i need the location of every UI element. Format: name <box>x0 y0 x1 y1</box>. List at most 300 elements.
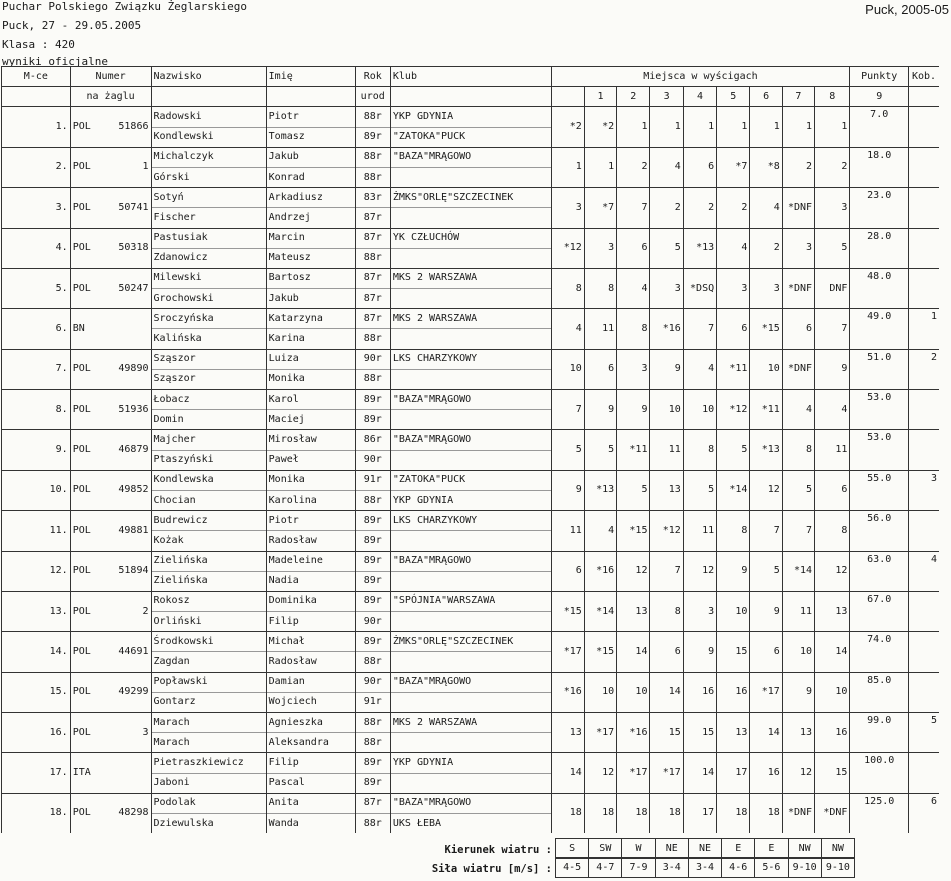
surname-cell: Kondlewska <box>151 470 266 490</box>
name-cell: Michał <box>266 632 355 652</box>
race-result-cell: *16 <box>617 713 650 753</box>
race-result-cell: *17 <box>584 713 616 753</box>
race-result-cell: 4 <box>551 309 584 349</box>
surname-cell: Marach <box>151 713 266 733</box>
race-result-cell: 11 <box>683 511 716 551</box>
race-result-cell: 6 <box>717 309 750 349</box>
surname-cell: Milewski <box>151 268 266 288</box>
wind-direction-cell: NE <box>655 839 688 859</box>
race-result-cell: *14 <box>782 551 814 591</box>
race-number-header: 5 <box>717 87 750 107</box>
race-result-cell: 6 <box>617 228 650 268</box>
race-result-cell: 12 <box>782 753 814 793</box>
race-result-cell: 14 <box>551 753 584 793</box>
surname-cell: Zdanowicz <box>151 248 266 268</box>
place-cell: 14. <box>2 632 71 672</box>
surname-cell: Zielińska <box>151 571 266 591</box>
race-result-cell: 11 <box>584 309 616 349</box>
country-cell: POL <box>70 672 100 712</box>
race-number-header: 2 <box>617 87 650 107</box>
surname-cell: Gontarz <box>151 692 266 712</box>
race-result-cell: 5 <box>683 470 716 510</box>
results-status: wyniki oficjalne <box>2 55 108 68</box>
race-result-cell: 11 <box>551 511 584 551</box>
kob-cell <box>909 430 940 470</box>
club-cell <box>390 329 551 349</box>
kob-cell: 3 <box>909 470 940 510</box>
race-result-cell: *11 <box>617 430 650 470</box>
race-result-cell: 13 <box>782 713 814 753</box>
name-cell: Piotr <box>266 107 355 127</box>
points-cell: 23.0 <box>850 188 909 228</box>
surname-cell: Podolak <box>151 793 266 813</box>
name-cell: Radosław <box>266 531 355 551</box>
place-cell: 7. <box>2 349 71 389</box>
race-result-cell: 1 <box>551 147 584 187</box>
race-result-cell: 16 <box>750 753 782 793</box>
race-result-cell: 1 <box>584 147 616 187</box>
club-cell: "SPÓJNIA"WARSZAWA <box>390 591 551 611</box>
club-cell <box>390 733 551 753</box>
club-cell: ŻMKS"ORLĘ"SZCZECINEK <box>390 188 551 208</box>
name-cell: Andrzej <box>266 208 355 228</box>
race-result-cell: *16 <box>650 309 683 349</box>
race-result-cell: 5 <box>551 430 584 470</box>
year-cell: 88r <box>355 167 390 187</box>
boat-class: Klasa : 420 <box>2 38 75 51</box>
race-result-cell: 13 <box>617 591 650 631</box>
sail-number-cell: 50247 <box>100 268 151 308</box>
club-cell <box>390 773 551 793</box>
race-result-cell: 14 <box>683 753 716 793</box>
race-result-cell: 12 <box>617 551 650 591</box>
race-result-cell: 7 <box>782 511 814 551</box>
race-result-cell: *7 <box>584 188 616 228</box>
race-result-cell: 1 <box>782 107 814 147</box>
race-result-cell: *16 <box>584 551 616 591</box>
race-result-cell: *11 <box>717 349 750 389</box>
place-cell: 5. <box>2 268 71 308</box>
points-cell: 67.0 <box>850 591 909 631</box>
wind-speed-cell: 7-9 <box>622 858 655 878</box>
country-cell: POL <box>70 713 100 753</box>
club-cell <box>390 450 551 470</box>
race-result-cell: 13 <box>815 591 850 631</box>
table-row <box>2 228 940 248</box>
race-result-cell: 15 <box>683 713 716 753</box>
table-row <box>2 793 940 813</box>
race-result-cell: 7 <box>750 511 782 551</box>
surname-cell: Sząszor <box>151 349 266 369</box>
sail-number-cell: 49890 <box>100 349 151 389</box>
race-result-cell: 11 <box>782 591 814 631</box>
country-cell: BN <box>70 309 100 349</box>
year-cell: 88r <box>355 369 390 389</box>
print-date: Puck, 2005-05 <box>865 2 949 17</box>
race-result-cell: *13 <box>584 470 616 510</box>
col-races: Miejsca w wyścigach <box>551 67 850 87</box>
surname-cell: Kalińska <box>151 329 266 349</box>
race-result-cell: 7 <box>617 188 650 228</box>
kob-cell <box>909 672 940 712</box>
name-cell: Damian <box>266 672 355 692</box>
race-result-cell: 13 <box>717 713 750 753</box>
points-cell: 74.0 <box>850 632 909 672</box>
year-cell: 87r <box>355 309 390 329</box>
name-cell: Dominika <box>266 591 355 611</box>
table-row <box>2 309 940 329</box>
race-number-header: 1 <box>584 87 616 107</box>
points-cell: 63.0 <box>850 551 909 591</box>
wind-direction-cell: W <box>622 839 655 859</box>
race-result-cell: 7 <box>650 551 683 591</box>
kob-cell <box>909 188 940 228</box>
kob-cell <box>909 591 940 631</box>
points-cell: 51.0 <box>850 349 909 389</box>
year-cell: 86r <box>355 430 390 450</box>
wind-speed-label: Siła wiatru [m/s] : <box>431 863 552 875</box>
country-cell: POL <box>70 793 100 833</box>
surname-cell: Ptaszyński <box>151 450 266 470</box>
race-result-cell: 18 <box>650 793 683 833</box>
surname-cell: Jaboni <box>151 773 266 793</box>
sail-number-cell: 44691 <box>100 632 151 672</box>
race-result-cell: 9 <box>650 349 683 389</box>
points-cell: 49.0 <box>850 309 909 349</box>
country-cell: POL <box>70 591 100 631</box>
sail-number-cell <box>100 753 151 793</box>
country-cell: POL <box>70 349 100 389</box>
col-sail-number-2: na żaglu <box>70 87 151 107</box>
sail-number-cell: 50318 <box>100 228 151 268</box>
points-cell: 100.0 <box>850 753 909 793</box>
race-result-cell: 18 <box>617 793 650 833</box>
place-cell: 2. <box>2 147 71 187</box>
race-result-cell: 9 <box>750 591 782 631</box>
race-result-cell: 3 <box>782 228 814 268</box>
col-year: Rok <box>355 67 390 87</box>
race-result-cell: 5 <box>650 228 683 268</box>
points-cell: 18.0 <box>850 147 909 187</box>
race-result-cell: 2 <box>750 228 782 268</box>
col-year-2: urod <box>355 87 390 107</box>
club-cell: YKP GDYNIA <box>390 490 551 510</box>
name-cell: Karol <box>266 390 355 410</box>
table-row <box>2 672 940 692</box>
place-cell: 12. <box>2 551 71 591</box>
col-name: Imię <box>266 67 355 87</box>
country-cell: POL <box>70 390 100 430</box>
race-result-cell: 1 <box>617 107 650 147</box>
kob-cell: 4 <box>909 551 940 591</box>
race-result-cell: 3 <box>551 188 584 228</box>
race-result-cell: *11 <box>750 390 782 430</box>
race-result-cell: 6 <box>683 147 716 187</box>
kob-cell <box>909 753 940 793</box>
race-result-cell: 15 <box>650 713 683 753</box>
place-cell: 10. <box>2 470 71 510</box>
place-cell: 13. <box>2 591 71 631</box>
race-result-cell: *8 <box>750 147 782 187</box>
surname-cell: Zagdan <box>151 652 266 672</box>
wind-speed-cell: 9-10 <box>821 858 854 878</box>
table-row <box>2 107 940 127</box>
year-cell: 88r <box>355 713 390 733</box>
race-result-cell: 10 <box>617 672 650 712</box>
kob-cell <box>909 147 940 187</box>
club-cell <box>390 571 551 591</box>
race-result-cell: 6 <box>750 632 782 672</box>
club-cell: MKS 2 WARSZAWA <box>390 268 551 288</box>
race-result-cell: 10 <box>584 672 616 712</box>
race-result-cell: 1 <box>815 107 850 147</box>
race-result-cell: 12 <box>750 470 782 510</box>
place-cell: 3. <box>2 188 71 228</box>
race-result-cell: 5 <box>717 430 750 470</box>
club-cell: "BAZA"MRĄGOWO <box>390 551 551 571</box>
race-result-cell: 4 <box>815 390 850 430</box>
race-result-cell: 1 <box>717 107 750 147</box>
race-result-cell: 17 <box>717 753 750 793</box>
club-cell: YK CZŁUCHÓW <box>390 228 551 248</box>
race-result-cell: 5 <box>617 470 650 510</box>
surname-cell: Fischer <box>151 208 266 228</box>
kob-cell <box>909 511 940 551</box>
points-cell: 53.0 <box>850 430 909 470</box>
points-cell: 85.0 <box>850 672 909 712</box>
year-cell: 88r <box>355 652 390 672</box>
col-kob: Kob. <box>909 67 940 87</box>
year-cell: 88r <box>355 107 390 127</box>
race-number-header: 8 <box>815 87 850 107</box>
table-row <box>2 551 940 571</box>
race-result-cell: *15 <box>584 632 616 672</box>
race-result-cell: *13 <box>750 430 782 470</box>
table-row <box>2 430 940 450</box>
race-result-cell: 6 <box>584 349 616 389</box>
table-row <box>2 713 940 733</box>
surname-cell: Grochowski <box>151 289 266 309</box>
race-result-cell: 18 <box>750 793 782 833</box>
race-result-cell: 9 <box>717 551 750 591</box>
club-cell: MKS 2 WARSZAWA <box>390 309 551 329</box>
race-result-cell: *2 <box>551 107 584 147</box>
surname-cell: Zielińska <box>151 551 266 571</box>
race-result-cell: 17 <box>683 793 716 833</box>
surname-cell: Majcher <box>151 430 266 450</box>
race-result-cell: *15 <box>750 309 782 349</box>
name-cell: Bartosz <box>266 268 355 288</box>
table-row <box>2 188 940 208</box>
race-result-cell: *7 <box>717 147 750 187</box>
name-cell: Monika <box>266 470 355 490</box>
sail-number-cell: 3 <box>100 713 151 753</box>
race-result-cell: 18 <box>551 793 584 833</box>
race-result-cell: 8 <box>815 511 850 551</box>
race-number-header: 7 <box>782 87 814 107</box>
country-cell: POL <box>70 107 100 147</box>
club-cell <box>390 410 551 430</box>
wind-direction-cell: E <box>722 839 755 859</box>
sail-number-cell: 46879 <box>100 430 151 470</box>
surname-cell: Górski <box>151 167 266 187</box>
race-result-cell: 5 <box>584 430 616 470</box>
year-cell: 89r <box>355 511 390 531</box>
race-result-cell: 4 <box>617 268 650 308</box>
wind-speed-cell: 4-6 <box>722 858 755 878</box>
place-cell: 16. <box>2 713 71 753</box>
name-cell: Filip <box>266 753 355 773</box>
race-result-cell: 10 <box>782 632 814 672</box>
club-cell <box>390 612 551 632</box>
race-result-cell: *DNF <box>782 268 814 308</box>
year-cell: 88r <box>355 147 390 167</box>
wind-direction-cell: S <box>556 839 589 859</box>
race-result-cell: *DSQ <box>683 268 716 308</box>
year-cell: 90r <box>355 450 390 470</box>
place-cell: 8. <box>2 390 71 430</box>
surname-cell: Kondlewski <box>151 127 266 147</box>
race-number-header: 6 <box>750 87 782 107</box>
race-result-cell: 3 <box>650 268 683 308</box>
race-number-header: 4 <box>683 87 716 107</box>
race-result-cell: 10 <box>683 390 716 430</box>
race-result-cell: 16 <box>683 672 716 712</box>
col-club: Klub <box>390 67 551 87</box>
race-result-cell: 10 <box>750 349 782 389</box>
wind-speed-cell: 3-4 <box>655 858 688 878</box>
name-cell: Katarzyna <box>266 309 355 329</box>
race-result-cell: 6 <box>650 632 683 672</box>
race-result-cell: *15 <box>551 591 584 631</box>
club-cell: "ZATOKA"PUCK <box>390 127 551 147</box>
race-result-cell: *17 <box>650 753 683 793</box>
race-result-cell: 11 <box>815 430 850 470</box>
club-cell <box>390 652 551 672</box>
sail-number-cell: 51936 <box>100 390 151 430</box>
surname-cell: Radowski <box>151 107 266 127</box>
year-cell: 88r <box>355 329 390 349</box>
club-cell <box>390 167 551 187</box>
race-result-cell: 13 <box>650 470 683 510</box>
race-result-cell: 10 <box>551 349 584 389</box>
year-cell: 88r <box>355 490 390 510</box>
col-place: M-ce <box>2 67 71 87</box>
race-result-cell: 8 <box>551 268 584 308</box>
kob-cell <box>909 228 940 268</box>
race-result-cell: 4 <box>782 390 814 430</box>
place-cell: 15. <box>2 672 71 712</box>
race-result-cell: *12 <box>650 511 683 551</box>
name-cell: Konrad <box>266 167 355 187</box>
name-cell: Jakub <box>266 147 355 167</box>
sail-number-cell: 49852 <box>100 470 151 510</box>
race-result-cell: 10 <box>717 591 750 631</box>
points-cell: 48.0 <box>850 268 909 308</box>
race-result-cell: *17 <box>617 753 650 793</box>
race-result-cell: 2 <box>683 188 716 228</box>
country-cell: POL <box>70 470 100 510</box>
kob-cell <box>909 107 940 147</box>
race-result-cell: 1 <box>650 107 683 147</box>
race-result-cell: 8 <box>584 268 616 308</box>
surname-cell: Kożak <box>151 531 266 551</box>
race-result-cell: 15 <box>815 753 850 793</box>
points-cell: 7.0 <box>850 107 909 147</box>
race-result-cell: DNF <box>815 268 850 308</box>
name-cell: Monika <box>266 369 355 389</box>
race-result-cell: 14 <box>617 632 650 672</box>
wind-direction-cell: E <box>755 839 788 859</box>
sail-number-cell: 48298 <box>100 793 151 833</box>
surname-cell: Łobacz <box>151 390 266 410</box>
event-title: Puchar Polskiego Związku Żeglarskiego <box>2 0 248 13</box>
sail-number-cell: 2 <box>100 591 151 631</box>
race-result-cell: *14 <box>584 591 616 631</box>
name-cell: Filip <box>266 612 355 632</box>
year-cell: 88r <box>355 248 390 268</box>
name-cell: Wojciech <box>266 692 355 712</box>
year-cell: 87r <box>355 208 390 228</box>
name-cell: Agnieszka <box>266 713 355 733</box>
race-result-cell: 6 <box>551 551 584 591</box>
table-row <box>2 470 940 490</box>
club-cell: "BAZA"MRĄGOWO <box>390 390 551 410</box>
name-cell: Arkadiusz <box>266 188 355 208</box>
wind-direction-cell: NE <box>688 839 721 859</box>
name-cell: Maciej <box>266 410 355 430</box>
year-cell: 88r <box>355 733 390 753</box>
race-result-cell: 4 <box>717 228 750 268</box>
points-cell: 28.0 <box>850 228 909 268</box>
year-cell: 83r <box>355 188 390 208</box>
year-cell: 88r <box>355 813 390 833</box>
race-result-cell: 18 <box>717 793 750 833</box>
race-result-cell: 3 <box>617 349 650 389</box>
place-cell: 9. <box>2 430 71 470</box>
kob-cell <box>909 632 940 672</box>
place-cell: 18. <box>2 793 71 833</box>
country-cell: POL <box>70 632 100 672</box>
race-result-cell: 14 <box>815 632 850 672</box>
table-row <box>2 349 940 369</box>
country-cell: POL <box>70 511 100 551</box>
race-result-cell: 15 <box>717 632 750 672</box>
wind-speed-cell: 4-7 <box>589 858 622 878</box>
race-result-cell: 6 <box>815 470 850 510</box>
country-cell: ITA <box>70 753 100 793</box>
name-cell: Aleksandra <box>266 733 355 753</box>
year-cell: 87r <box>355 268 390 288</box>
surname-cell: Marach <box>151 733 266 753</box>
name-cell: Paweł <box>266 450 355 470</box>
race-result-cell: 9 <box>782 672 814 712</box>
race-result-cell: 5 <box>782 470 814 510</box>
race-result-cell: 8 <box>617 309 650 349</box>
place-cell: 4. <box>2 228 71 268</box>
race-result-cell: *DNF <box>782 793 814 833</box>
race-result-cell: 2 <box>617 147 650 187</box>
race-result-cell: 13 <box>551 713 584 753</box>
race-result-cell: 2 <box>650 188 683 228</box>
race-result-cell: 3 <box>815 188 850 228</box>
club-cell: "BAZA"MRĄGOWO <box>390 672 551 692</box>
race-result-cell: *17 <box>750 672 782 712</box>
points-cell: 99.0 <box>850 713 909 753</box>
table-row <box>2 268 940 288</box>
year-cell: 91r <box>355 692 390 712</box>
race-number-header: 9 <box>850 87 909 107</box>
